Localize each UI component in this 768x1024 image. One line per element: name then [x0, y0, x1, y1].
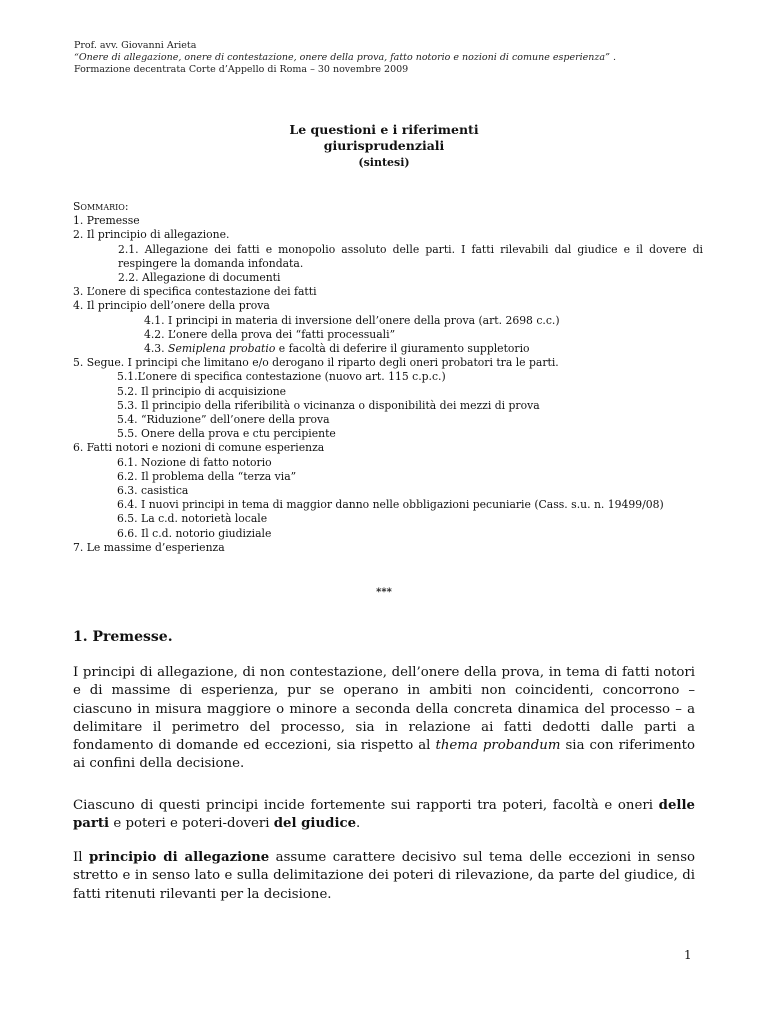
paragraph-bold: del giudice [273, 816, 357, 832]
toc-heading: Sommario: [73, 200, 129, 213]
paragraph-text: Ciascuno di questi principi incide fortemente sui rapporti tra poteri, facoltà e oneri [73, 798, 659, 813]
toc-item: 2.2. Allegazione di documenti [118, 271, 281, 285]
toc-item: 6.3. casistica [117, 484, 189, 498]
toc-item: 5. Segue. I principi che limitano e/o derogano il riparto degli oneri probatori tra le parti. [73, 356, 559, 370]
toc-item: 1. Premesse [73, 214, 140, 228]
table-of-contents [73, 200, 703, 555]
toc-item: 4. Il principio dell’onere della prova [73, 299, 270, 313]
paragraph-text: e poteri e poteri-doveri [109, 816, 274, 832]
paragraph-text: . [356, 816, 361, 832]
toc-item-text: e facoltà di deferire il giuramento suppletorio [275, 342, 530, 356]
paragraph [73, 664, 695, 774]
paragraph-bold: delle parti [73, 798, 695, 832]
toc-item-number: 4.3. [144, 342, 169, 356]
header-author: Prof. avv. Giovanni Arieta [74, 40, 197, 51]
toc-item: 5.4. “Riduzione” dell’onere della prova [117, 413, 330, 427]
toc-item: 6.4. I nuovi principi in tema di maggior danno nelle obbligazioni pecuniarie (Cass. s.u. n. 19499/08) [117, 498, 664, 512]
paragraph-bold: principio di allegazione [89, 850, 270, 865]
toc-item: 6.6. Il c.d. notorio giudiziale [117, 526, 272, 540]
toc-item: 3. L’onere di specifica contestazione dei fatti [73, 285, 317, 299]
toc-item: 6. Fatti notori e nozioni di comune esperienza [73, 441, 325, 455]
toc-item: 4.2. L’onere della prova dei “fatti processuali” [144, 327, 396, 341]
toc-item: 2. Il principio di allegazione. [73, 228, 230, 242]
paragraph-text: Il [73, 850, 89, 865]
header-event: Formazione decentrata Corte d’Appello di Roma – 30 novembre 2009 [74, 64, 409, 75]
page-number: 1 [684, 948, 692, 962]
paragraph-text: I principi di allegazione, di non contestazione, dell’onere della prova, in tema di fatti notori e di massime di esperienza, pur se operano in ambiti non coincidenti, concorrono – ciascuno in misura maggiore o minore a seconda della concreta dinamica del processo – a delimitare il perimetro del processo, sia in relazione ai fatti dedotti dalle parti a fondamento di domande ed eccezioni, sia rispetto al [73, 665, 695, 754]
section-heading: 1. Premesse. [73, 629, 173, 645]
toc-item-latin-term: Semiplena probatio [168, 342, 276, 356]
toc-item: 4.1. I principi in materia di inversione dell’onere della prova (art. 2698 c.c.) [144, 313, 560, 327]
paragraph-text: sia con riferimento ai confini della decisione. [73, 738, 696, 772]
toc-item [73, 342, 703, 356]
toc-item: 5.5. Onere della prova e ctu percipiente [117, 427, 336, 441]
document-title-line2: giurisprudenziali [323, 138, 445, 153]
toc-item: 5.3. Il principio della riferibilità o vicinanza o disponibilità dei mezzi di prova [117, 398, 540, 412]
document-subtitle: (sintesi) [358, 156, 410, 169]
toc-item: 6.2. Il problema della “terza via” [117, 469, 297, 483]
header-course-title: “Onere di allegazione, onere di contestazione, onere della prova, fatto notorio e nozioni di comune esperienza” . [74, 52, 616, 63]
paragraph [73, 797, 695, 834]
section-separator: *** [376, 587, 392, 598]
paragraph-text: assume carattere decisivo sul tema delle eccezioni in senso stretto e in senso lato e sulla delimitazione dei poteri di rilevazione, da parte del giudice, di fatti ritenuti rilevanti per la decisione. [73, 850, 696, 902]
toc-item: 6.5. La c.d. notorietà locale [117, 512, 268, 526]
toc-item: 2.1. Allegazione dei fatti e monopolio assoluto delle parti. I fatti rilevabili dal giudice e il dovere di respingere la domanda infondata. [118, 242, 703, 270]
toc-item: 5.2. Il principio di acquisizione [117, 384, 287, 398]
paragraph-latin-term: thema probandum [435, 738, 561, 754]
toc-item: 5.1.L’onere di specifica contestazione (nuovo art. 115 c.p.c.) [117, 370, 446, 384]
toc-item: 6.1. Nozione di fatto notorio [117, 455, 272, 469]
toc-item: 7. Le massime d’esperienza [73, 540, 225, 554]
document-title: Le questioni e i riferimenti [289, 122, 479, 137]
running-header [74, 40, 714, 76]
paragraph [73, 849, 695, 904]
